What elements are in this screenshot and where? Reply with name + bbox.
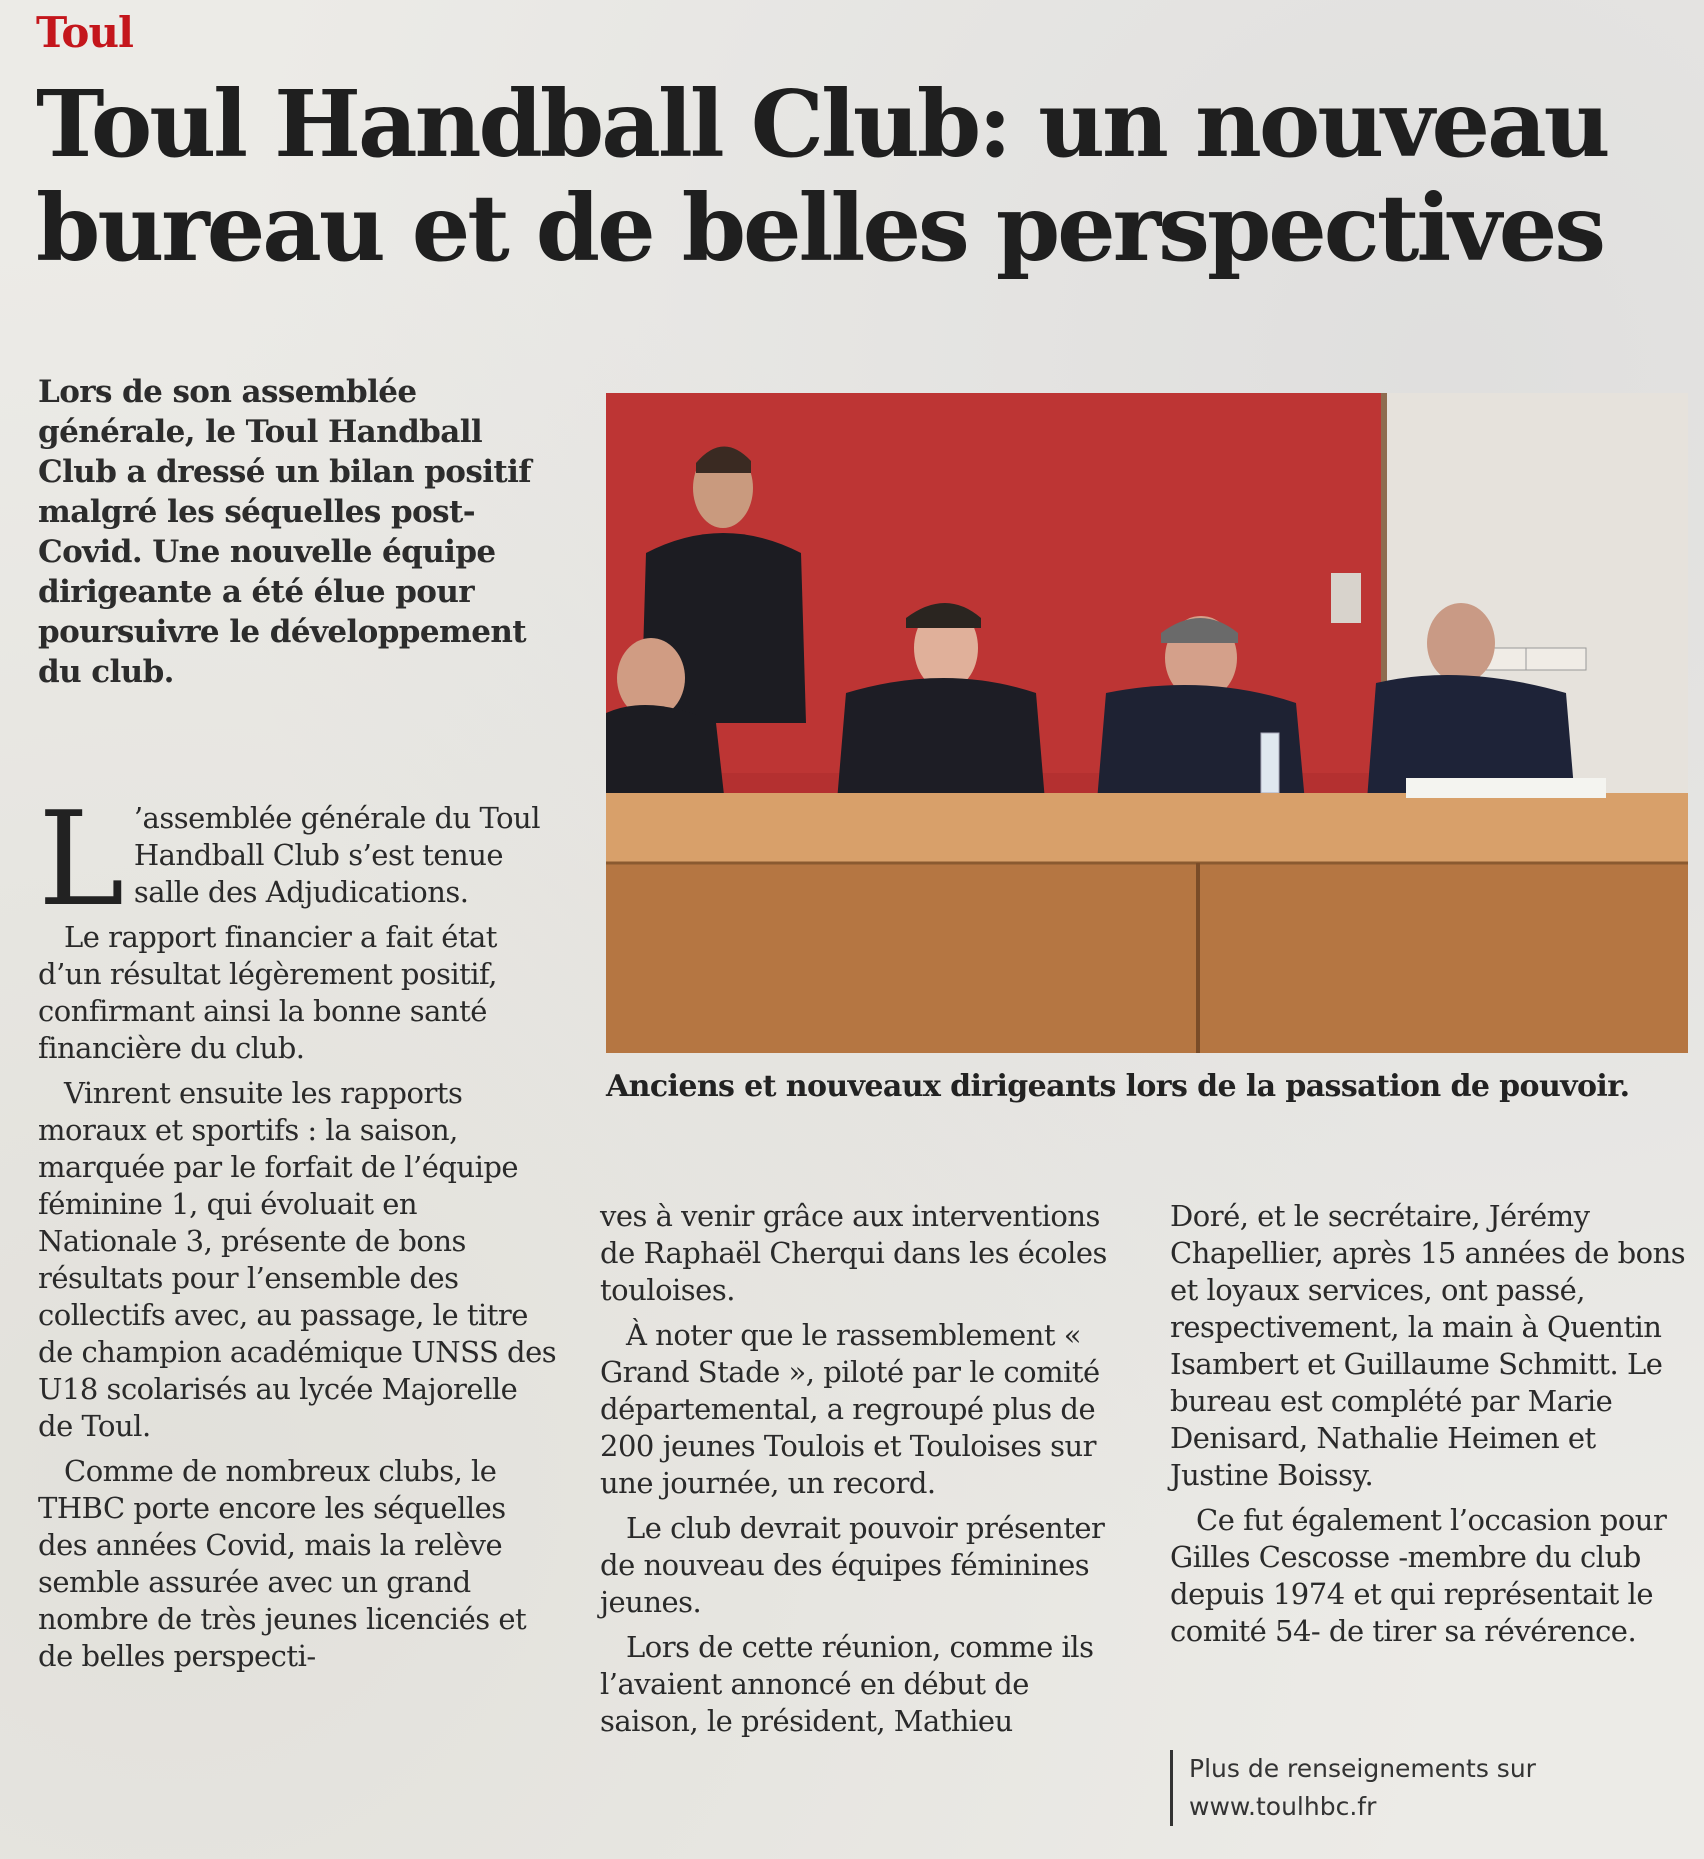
lead-paragraph: Lors de son assemblée générale, le Toul Handball Club a dressé un bilan positif malgré les séquelles post-Covid. Une nouvelle équipe dirigeante a été élue pour poursuivre le développement du club. — [38, 374, 532, 690]
headline-line-2: bureau et de belles perspectives — [36, 174, 1604, 282]
photo-caption: Anciens et nouveaux dirigeants lors de la passation de pouvoir. — [606, 1069, 1630, 1104]
info-box — [1170, 1750, 1704, 1826]
body-column-1 — [38, 783, 558, 1683]
article-photo — [606, 393, 1688, 1053]
headline-line-1: Toul Handball Club: un nouveau — [36, 70, 1608, 178]
headline — [36, 72, 1656, 280]
paragraph-6: À noter que le rassemblement « Grand Stade », piloté par le comité départemental, a regroupé plus de 200 jeunes Toulois et Touloises sur une journée, un record. — [600, 1318, 1100, 1500]
paragraph-2: Le rapport financier a fait état d’un résultat légèrement positif, confirmant ainsi la bonne santé financière du club. — [38, 920, 497, 1065]
paragraph-10: Ce fut également l’occasion pour Gilles Cescosse -membre du club depuis 1974 et qui représentait le comité 54- de tirer sa révérence. — [1170, 1503, 1667, 1648]
drop-cap: L — [38, 783, 124, 935]
paragraph-8: Lors de cette réunion, comme ils l’avaient annoncé en début de saison, le président, Mathieu — [600, 1630, 1094, 1738]
paragraph-1-text: ’assemblée générale du Toul Handball Club s’est tenue salle des Adjudications. — [133, 801, 540, 909]
paragraph-3: Vinrent ensuite les rapports moraux et sportifs : la saison, marquée par le forfait de l’équipe féminine 1, qui évoluait en Nationale 3, présente de bons résultats pour l’ensemble des collectifs avec, au passage, le titre de champion académique UNSS des U18 scolarisés au lycée Majorelle de Toul. — [38, 1076, 557, 1443]
section-kicker: Toul — [36, 8, 133, 57]
paragraph-5: ves à venir grâce aux interventions de Raphaël Cherqui dans les écoles touloises. — [600, 1199, 1107, 1307]
body-column-3 — [1170, 1198, 1690, 1658]
paragraph-4: Comme de nombreux clubs, le THBC porte encore les séquelles des années Covid, mais la relève semble assurée avec un grand nombre de très jeunes licenciés et de belles perspecti- — [38, 1454, 527, 1673]
paragraph-7: Le club devrait pouvoir présenter de nouveau des équipes féminines jeunes. — [600, 1511, 1105, 1619]
paragraph-9: Doré, et le secrétaire, Jérémy Chapellier, après 15 années de bons et loyaux services, ont passé, respectivement, la main à Quentin Isambert et Guillaume Schmitt. Le bureau est complété par Marie Denisard, Nathalie Heimen et Justine Boissy. — [1170, 1199, 1686, 1492]
body-column-2 — [600, 1198, 1120, 1748]
photo-illustration — [606, 393, 1688, 1053]
paragraph-1 — [38, 783, 558, 935]
website-link[interactable]: www.toulhbc.fr — [1189, 1792, 1377, 1821]
info-text: Plus de renseignements sur — [1189, 1754, 1536, 1783]
